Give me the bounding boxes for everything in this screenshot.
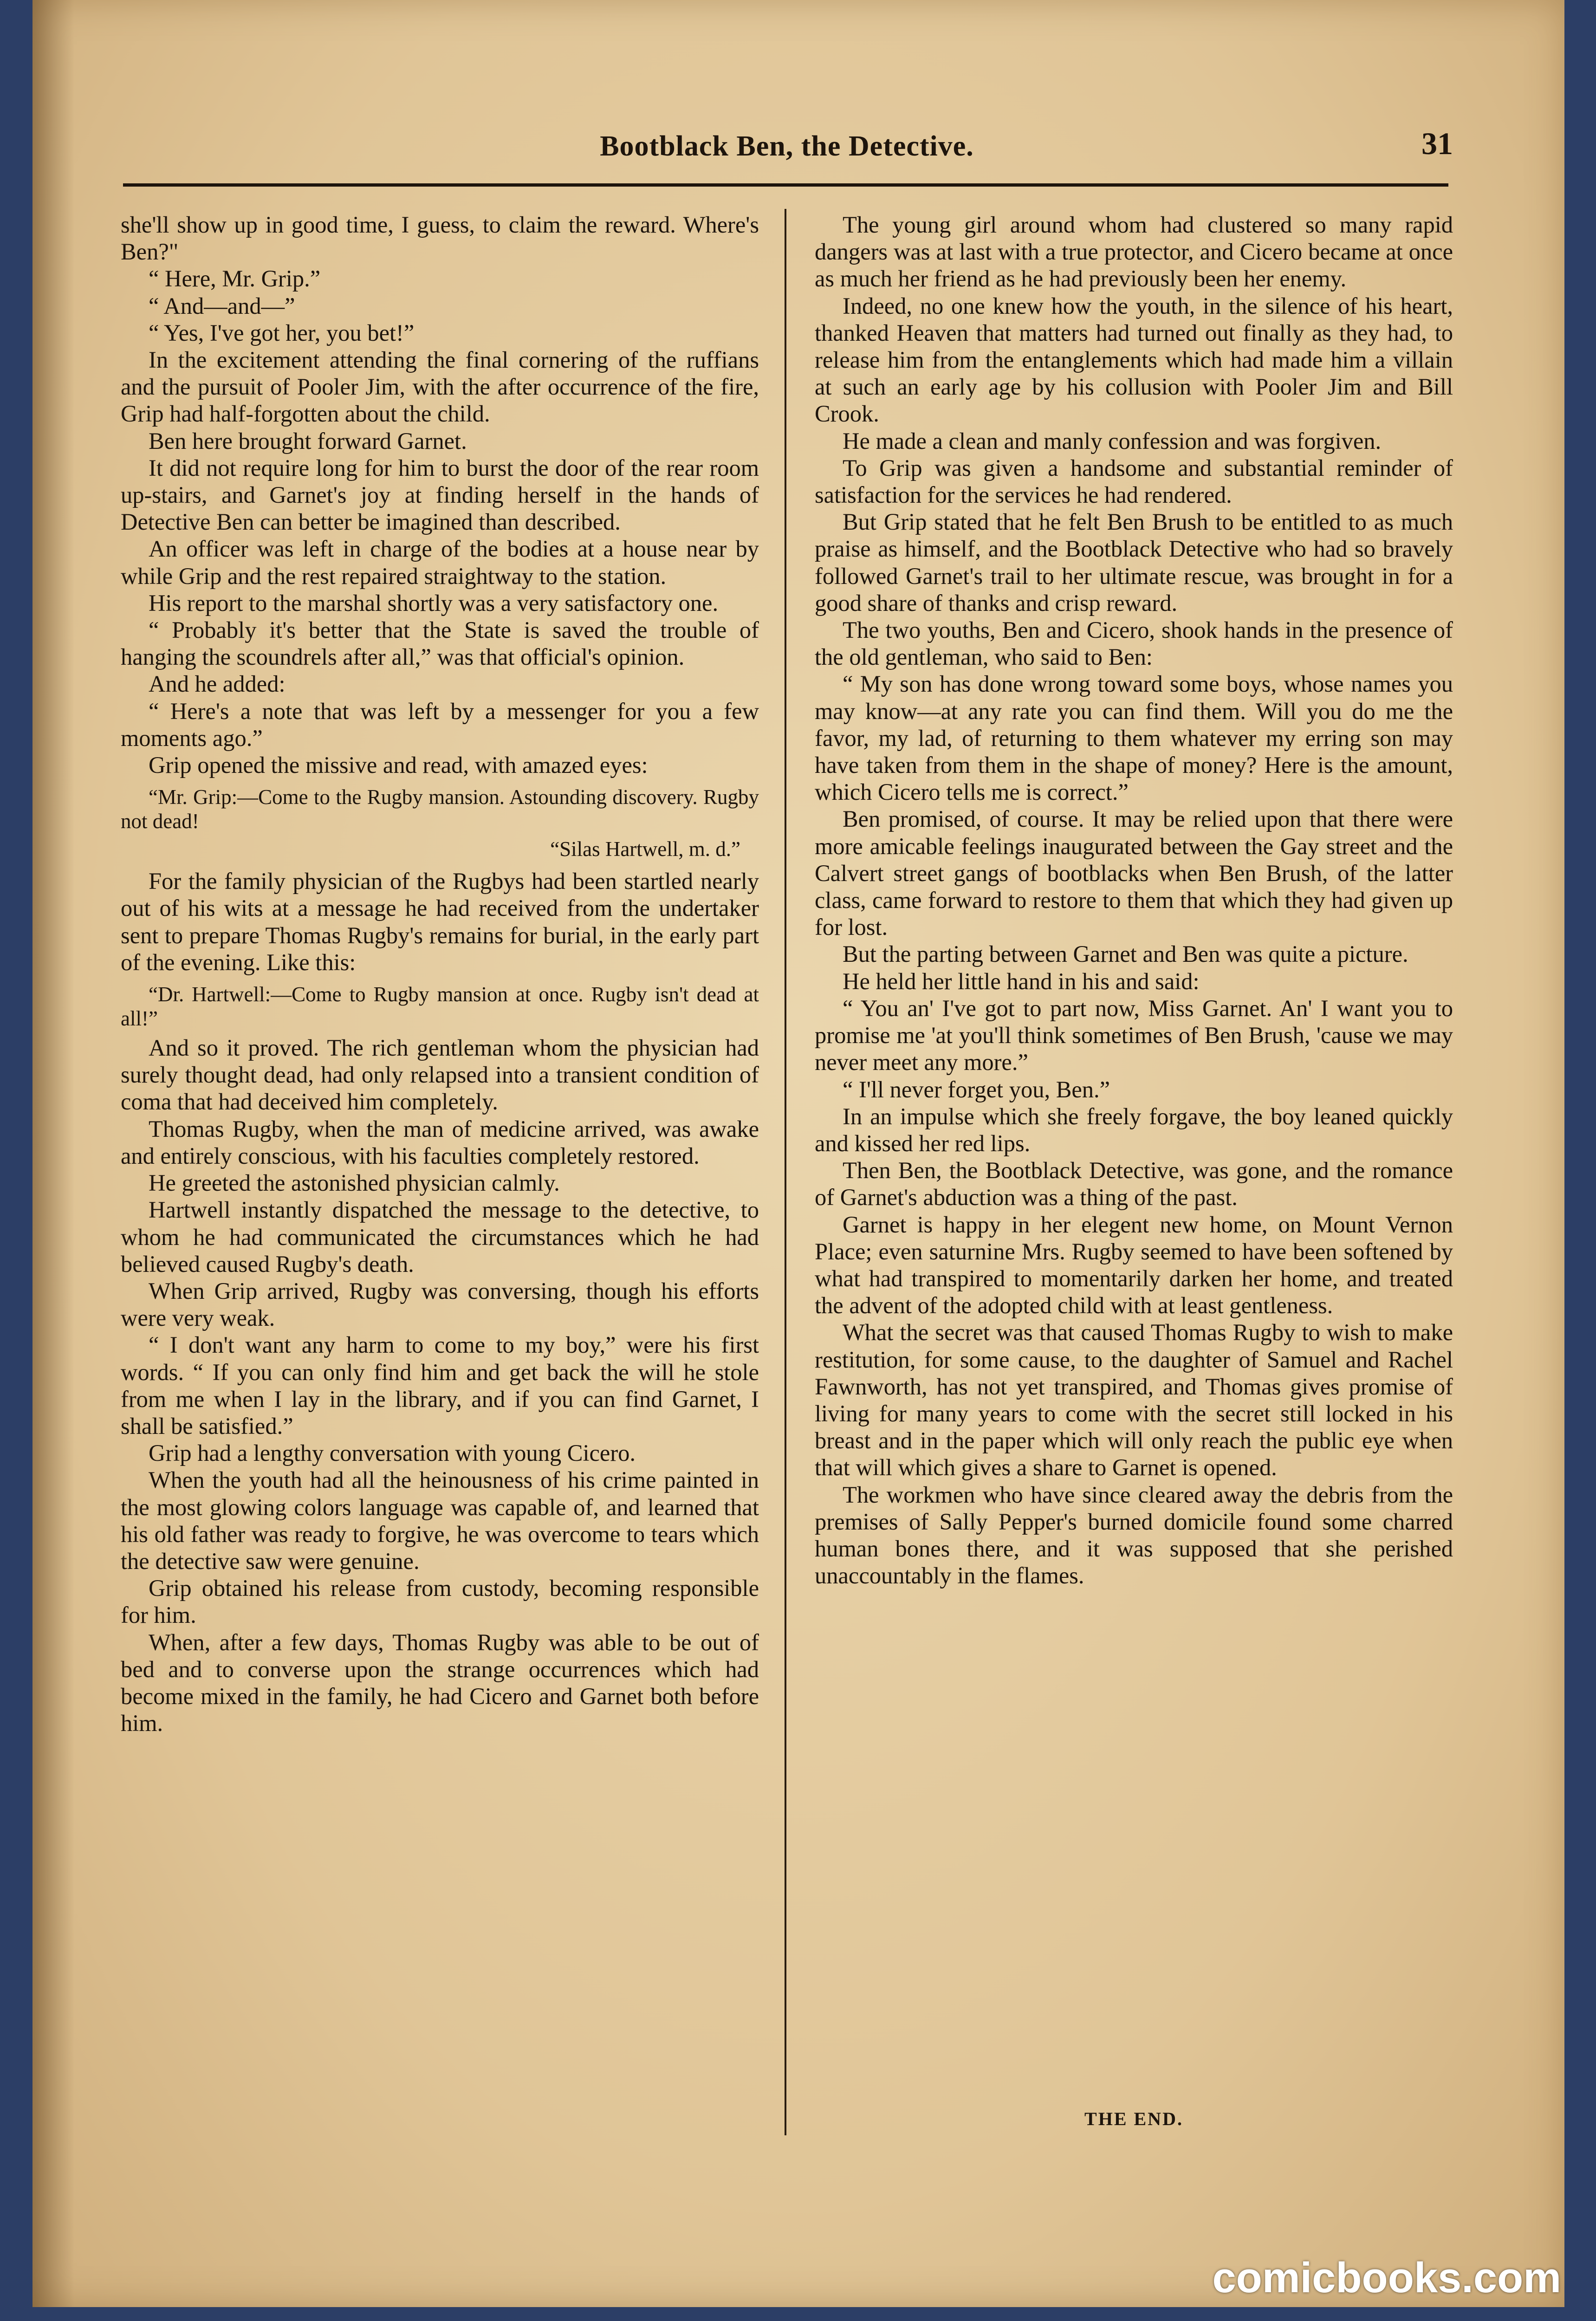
paragraph: Grip opened the missive and read, with amazed eyes: — [149, 752, 648, 778]
paragraph: “ And—and—” — [149, 292, 295, 319]
paragraph: Garnet is happy in her elegent new home, on Mount Vernon Place; even saturnine Mrs. Rugby seemed to have been softened by what had transpired to momentarily darken her home, and treated the advent of the adopted child with at least gentleness. — [815, 1211, 1453, 1319]
watermark: comicbooks.com — [1212, 2254, 1561, 2302]
paragraph: He held her little hand in his and said: — [843, 968, 1200, 994]
paragraph: “ I'll never forget you, Ben.” — [843, 1076, 1110, 1102]
paragraph: Ben promised, of course. It may be relied upon that there were more amicable feelings inaugurated between the Gay street and the Calvert street gangs of bootblacks when Ben Brush, of the latter class, came forward to restore to them that which they had given up for lost. — [815, 806, 1453, 940]
paragraph: she'll show up in good time, I guess, to claim the reward. Where's Ben?" — [121, 212, 759, 265]
paragraph: Hartwell instantly dispatched the message to the detective, to whom he had communicated the circumstances which he had believed caused Rugby's death. — [121, 1197, 759, 1277]
paragraph: The young girl around whom had clustered so many rapid dangers was at last with a true protector, and Cicero became at once as much her friend as he had previously been her enemy. — [815, 212, 1453, 292]
paragraph: His report to the marshal shortly was a very satisfactory one. — [149, 590, 719, 616]
paragraph: But the parting between Garnet and Ben was quite a picture. — [843, 941, 1408, 967]
paragraph: Then Ben, the Bootblack Detective, was gone, and the romance of Garnet's abduction was a thing of the past. — [815, 1157, 1453, 1211]
paragraph: “ I don't want any harm to come to my boy,” were his first words. “ If you can only find him and get back the will he stole from me when I lay in the library, and if you can find Garnet, I shall be satisfied.” — [121, 1332, 759, 1439]
paragraph: When Grip arrived, Rugby was conversing, though his efforts were very weak. — [121, 1277, 759, 1331]
paragraph: Ben here brought forward Garnet. — [149, 428, 467, 454]
quoted-note: “Dr. Hartwell:—Come to Rugby mansion at once. Rugby isn't dead at all!” — [121, 983, 759, 1031]
paragraph: When, after a few days, Thomas Rugby was able to be out of bed and to converse upon the strange occurrences which had become mixed in the family, he had Cicero and Garnet both before him. — [121, 1629, 759, 1737]
quoted-note: “Mr. Grip:—Come to the Rugby mansion. Astounding discovery. Rugby not dead! — [121, 785, 759, 833]
paragraph: “ You an' I've got to part now, Miss Garnet. An' I want you to promise me 'at you'll think sometimes of Ben Brush, 'cause we may never meet any more.” — [815, 995, 1453, 1076]
text-column-left — [121, 211, 759, 1737]
the-end-marker: THE END. — [1084, 2108, 1183, 2129]
page-number: 31 — [1421, 126, 1453, 161]
paragraph: To Grip was given a handsome and substantial reminder of satisfaction for the services he had rendered. — [815, 454, 1453, 508]
header-rule — [123, 183, 1448, 187]
paragraph: “ Here, Mr. Grip.” — [149, 266, 321, 292]
paragraph: The workmen who have since cleared away the debris from the premises of Sally Pepper's burned domicile found some charred human bones there, and it was supposed that she perished unaccountably in the flames. — [815, 1481, 1453, 1589]
paragraph: And so it proved. The rich gentleman whom the physician had surely thought dead, had only relapsed into a transient condition of coma that had deceived him completely. — [121, 1035, 759, 1115]
paragraph: Grip obtained his release from custody, becoming responsible for him. — [121, 1575, 759, 1628]
text-column-right — [815, 211, 1453, 1589]
paragraph: He greeted the astonished physician calmly. — [149, 1170, 560, 1196]
paragraph: But Grip stated that he felt Ben Brush to be entitled to as much praise as himself, and the Bootblack Detective who had so bravely followed Garnet's trail to her ultimate rescue, was brought in for a good share of thanks and crisp reward. — [815, 509, 1453, 616]
paragraph: “ Probably it's better that the State is saved the trouble of hanging the scoundrels after all,” was that official's opinion. — [121, 617, 759, 670]
page-header — [121, 125, 1453, 176]
paragraph: Grip had a lengthy conversation with young Cicero. — [149, 1440, 636, 1466]
paragraph: “ Yes, I've got her, you bet!” — [149, 319, 415, 346]
paragraph: And he added: — [149, 671, 285, 697]
page-fold-shadow — [32, 0, 74, 2307]
paragraph: An officer was left in charge of the bodies at a house near by while Grip and the rest repaired straightway to the station. — [121, 536, 759, 589]
paragraph: In the excitement attending the final cornering of the ruffians and the pursuit of Pooler Jim, with the after occurrence of the fire, Grip had half-forgotten about the child. — [121, 347, 759, 427]
paragraph: He made a clean and manly confession and was forgiven. — [843, 428, 1382, 454]
paragraph: The two youths, Ben and Cicero, shook hands in the presence of the old gentleman, who said to Ben: — [815, 617, 1453, 670]
column-rule — [785, 209, 786, 2135]
paragraph: “ My son has done wrong toward some boys, whose names you may know—at any rate you can find them. Will you do me the favor, my lad, of returning to them whatever my erring son may have taken from them in the shape of money? Here is the amount, which Cicero tells me is correct.” — [815, 671, 1453, 805]
paragraph: For the family physician of the Rugbys had been startled nearly out of his wits at a message he had received from the undertaker sent to prepare Thomas Rugby's remains for burial, in the early part of the evening. Like this: — [121, 868, 759, 975]
paragraph: It did not require long for him to burst the door of the rear room up-stairs, and Garnet's joy at finding herself in the hands of Detective Ben can better be imagined than described. — [121, 454, 759, 535]
paragraph: Indeed, no one knew how the youth, in the silence of his heart, thanked Heaven that matters had turned out finally as they had, to release him from the entanglements which had made him a villain at such an early age by his collusion with Pooler Jim and Bill Crook. — [815, 292, 1453, 427]
paragraph: What the secret was that caused Thomas Rugby to wish to make restitution, for some cause, to the daughter of Samuel and Rachel Fawnworth, has not yet transpired, and Thomas gives promise of living for many years to come with the secret still locked in his breast and in the paper which will only reach the public eye when that will which gives a share to Garnet is opened. — [815, 1319, 1453, 1481]
paragraph: In an impulse which she freely forgave, the boy leaned quickly and kissed her red lips. — [815, 1103, 1453, 1156]
running-title: Bootblack Ben, the Detective. — [600, 130, 974, 162]
paragraph: When the youth had all the heinousness of his crime painted in the most glowing colors language was capable of, and learned that his old father was ready to forgive, he was overcome to tears which the detective saw were genuine. — [121, 1467, 759, 1574]
book-page — [32, 0, 1564, 2307]
paragraph: “ Here's a note that was left by a messenger for you a few moments ago.” — [121, 698, 759, 751]
note-signature: “Silas Hartwell, m. d.” — [550, 837, 740, 861]
paragraph: Thomas Rugby, when the man of medicine arrived, was awake and entirely conscious, with his faculties completely restored. — [121, 1115, 759, 1169]
